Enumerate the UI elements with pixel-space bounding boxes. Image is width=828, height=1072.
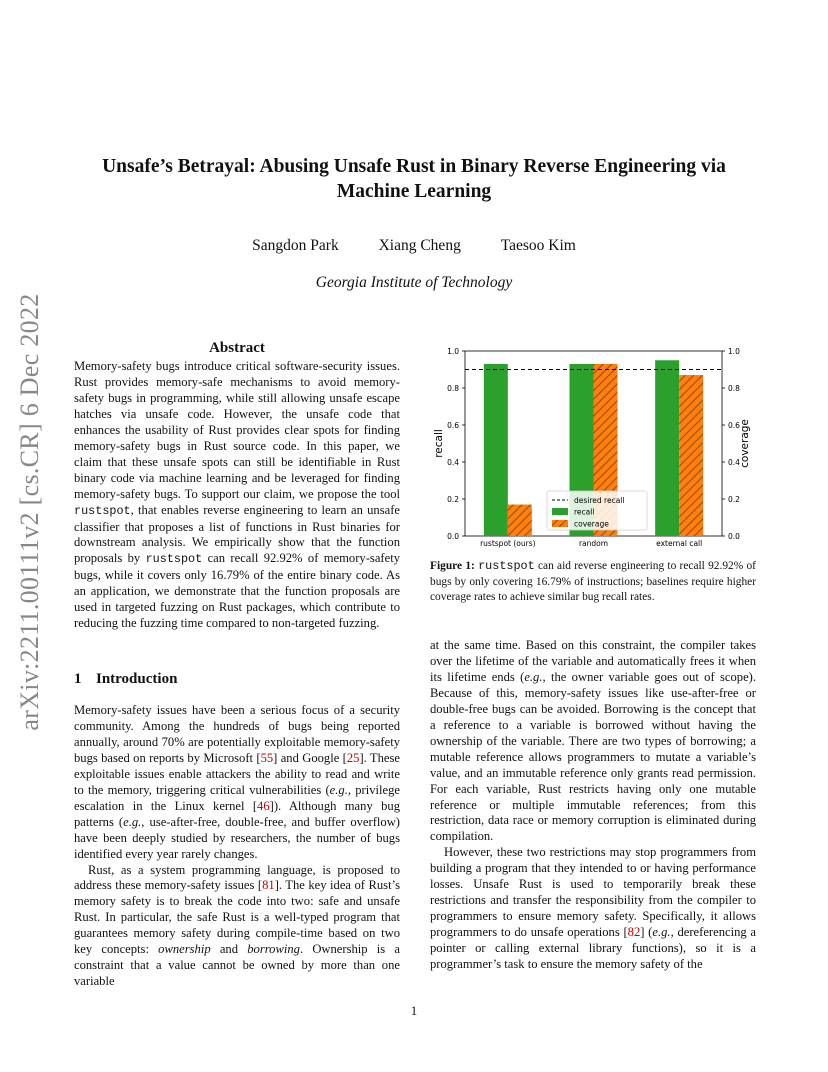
title-line-2: Machine Learning	[336, 181, 492, 202]
paragraph: at the same time. Based on this constraint, the compiler takes over the lifetime of the variable and automatically frees it when its lifetime ends (e.g., the owner variable goes out of scope). Because of this, memory-safety issues like use-after-free or double-free bugs can be avoided. Borrowing is the concept that a reference to a variable is borrowed without having the ownership of the variable. There are two types of borrowing; a mutable reference allows programmers to mutate a variable’s value, and an immutable reference only grants read permission. For each variable, Rust restricts having only one mutable reference or multiple immutable references; from this restriction, data race or memory corruption is eliminated during compilation.	[430, 638, 756, 844]
y-tick-label-right: 0.8	[728, 384, 740, 393]
abstract-text: , that enables reverse engineering to learn an unsafe classifier that proposes a list of functions in Rust binaries for downstream analysis. We empirically show that the function proposals by	[74, 502, 400, 566]
y-tick-label-right: 0.4	[728, 458, 740, 467]
tool-name: rustspot	[478, 559, 535, 573]
legend-label: coverage	[574, 519, 609, 529]
x-tick-label: external call	[656, 539, 703, 548]
page-number: 1	[410, 1003, 418, 1018]
author-name: Sangdon Park	[252, 237, 339, 254]
y-tick-label-left: 0.8	[447, 384, 459, 393]
intro-left-column	[74, 703, 400, 990]
legend-swatch-recall	[552, 508, 568, 515]
y-axis-label-left: recall	[433, 429, 445, 458]
author-list	[0, 237, 828, 255]
citation-link[interactable]: 25	[346, 750, 360, 765]
intro-right-column	[430, 638, 756, 973]
y-tick-label-right: 0.0	[728, 532, 740, 541]
author-name: Xiang Cheng	[378, 237, 461, 254]
x-tick-label: rustspot (ours)	[480, 539, 536, 548]
y-tick-label-left: 0.2	[447, 495, 459, 504]
y-tick-label-left: 1.0	[447, 347, 459, 356]
legend-swatch-coverage	[552, 520, 568, 527]
author-name: Taesoo Kim	[500, 237, 576, 254]
coverage-bar	[679, 375, 703, 536]
title-line-1: Unsafe’s Betrayal: Abusing Unsafe Rust in Binary Reverse Engineering via	[102, 156, 726, 177]
recall-bar	[655, 360, 679, 536]
citation-link[interactable]: 82	[627, 925, 641, 940]
abstract-body	[74, 359, 400, 632]
section-heading	[74, 671, 177, 688]
citation-link[interactable]: 46	[257, 798, 270, 813]
citation-link[interactable]: 55	[260, 750, 274, 765]
paragraph: Memory-safety issues have been a serious focus of a security community. Among the hundreds of bugs being reported annually, around 70% are potentially exploitable memory-safety bugs based on reports by Microsoft [55] and Google [25]. These exploitable issues enable attackers the ability to read and write to the memory, triggering critical vulnerabilities (e.g., privilege escalation in the Linux kernel [46]). Although many bug patterns (e.g., use-after-free, double-free, and buffer overflow) have been deeply studied by researchers, the number of bugs identified every year rarely changes.	[74, 703, 400, 861]
citation-link[interactable]: 81	[262, 878, 275, 893]
caption-label: Figure 1:	[430, 560, 475, 572]
legend-label: recall	[574, 507, 595, 517]
y-tick-label-left: 0.6	[447, 421, 459, 430]
section-title: Introduction	[96, 671, 178, 687]
y-tick-label-right: 1.0	[728, 347, 740, 356]
tool-name: rustspot	[145, 552, 203, 567]
y-tick-label-right: 0.2	[728, 495, 740, 504]
coverage-bar	[508, 505, 532, 536]
section-number: 1	[74, 671, 82, 687]
caption-text: can aid reverse engineering to recall 92.92% of bugs by only covering 16.79% of instructions; baselines require higher coverage rates to achieve similar bug recall rates.	[430, 560, 756, 604]
legend-label: desired recall	[574, 496, 625, 505]
abstract-text: can recall 92.92% of memory-safety bugs, while it covers only 16.79% of the entire binary code. As an application, we demonstrate that the function proposals are used in targeted fuzzing on Rust packages, which contribute to reducing the fuzzing time compared to non-targeted fuzzing.	[74, 551, 400, 631]
y-tick-label-right: 0.6	[728, 421, 740, 430]
paragraph: However, these two restrictions may stop programmers from building a program that they intended to or having performance losses. Unsafe Rust is used to temporarily break these restrictions and transfer the responsibility from the compiler to programmers to ensure memory safety. Specifically, it allows programmers to do unsafe operations [82] (e.g., dereferencing a pointer or calling external library functions), so it is a programmer’s task to ensure the memory safety of the	[430, 845, 756, 972]
tool-name: rustspot	[74, 503, 131, 518]
abstract-heading: Abstract	[209, 340, 265, 356]
arxiv-stamp: arXiv:2211.00111v2 [cs.CR] 6 Dec 2022	[15, 293, 44, 731]
affiliation: Georgia Institute of Technology	[315, 274, 513, 291]
paragraph: Rust, as a system programming language, is proposed to address these memory-safety issues [81]. The key idea of Rust’s memory safety is to break the code into two: safe and unsafe Rust. In particular, the safe Rust is a well-typed program that guarantees memory safety during compile-time based on two key concepts: ownership and borrowing. Ownership is a constraint that a value cannot be owned by more than one variable	[74, 862, 400, 989]
paper-title	[90, 154, 738, 204]
y-tick-label-left: 0.0	[447, 532, 459, 541]
figure-caption	[430, 559, 756, 606]
abstract-text: Memory-safety bugs introduce critical software-security issues. Rust provides memory-safe mechanisms to avoid memory-safety bugs in programming, while still allowing unsafe escape hatches via unsafe code. However, the unsafe code that enhances the usability of Rust provides clear spots for finding memory-safety bugs in Rust source code. In this paper, we claim that these unsafe spots can still be identifiable in Rust binary code via machine learning and be leveraged for finding memory-safety bugs. To support our claim, we propose the tool	[74, 359, 400, 501]
recall-coverage-chart	[425, 338, 765, 556]
recall-bar	[484, 364, 508, 536]
y-tick-label-left: 0.4	[447, 458, 459, 467]
x-tick-label: random	[578, 539, 609, 548]
y-axis-label-right: coverage	[739, 419, 751, 468]
